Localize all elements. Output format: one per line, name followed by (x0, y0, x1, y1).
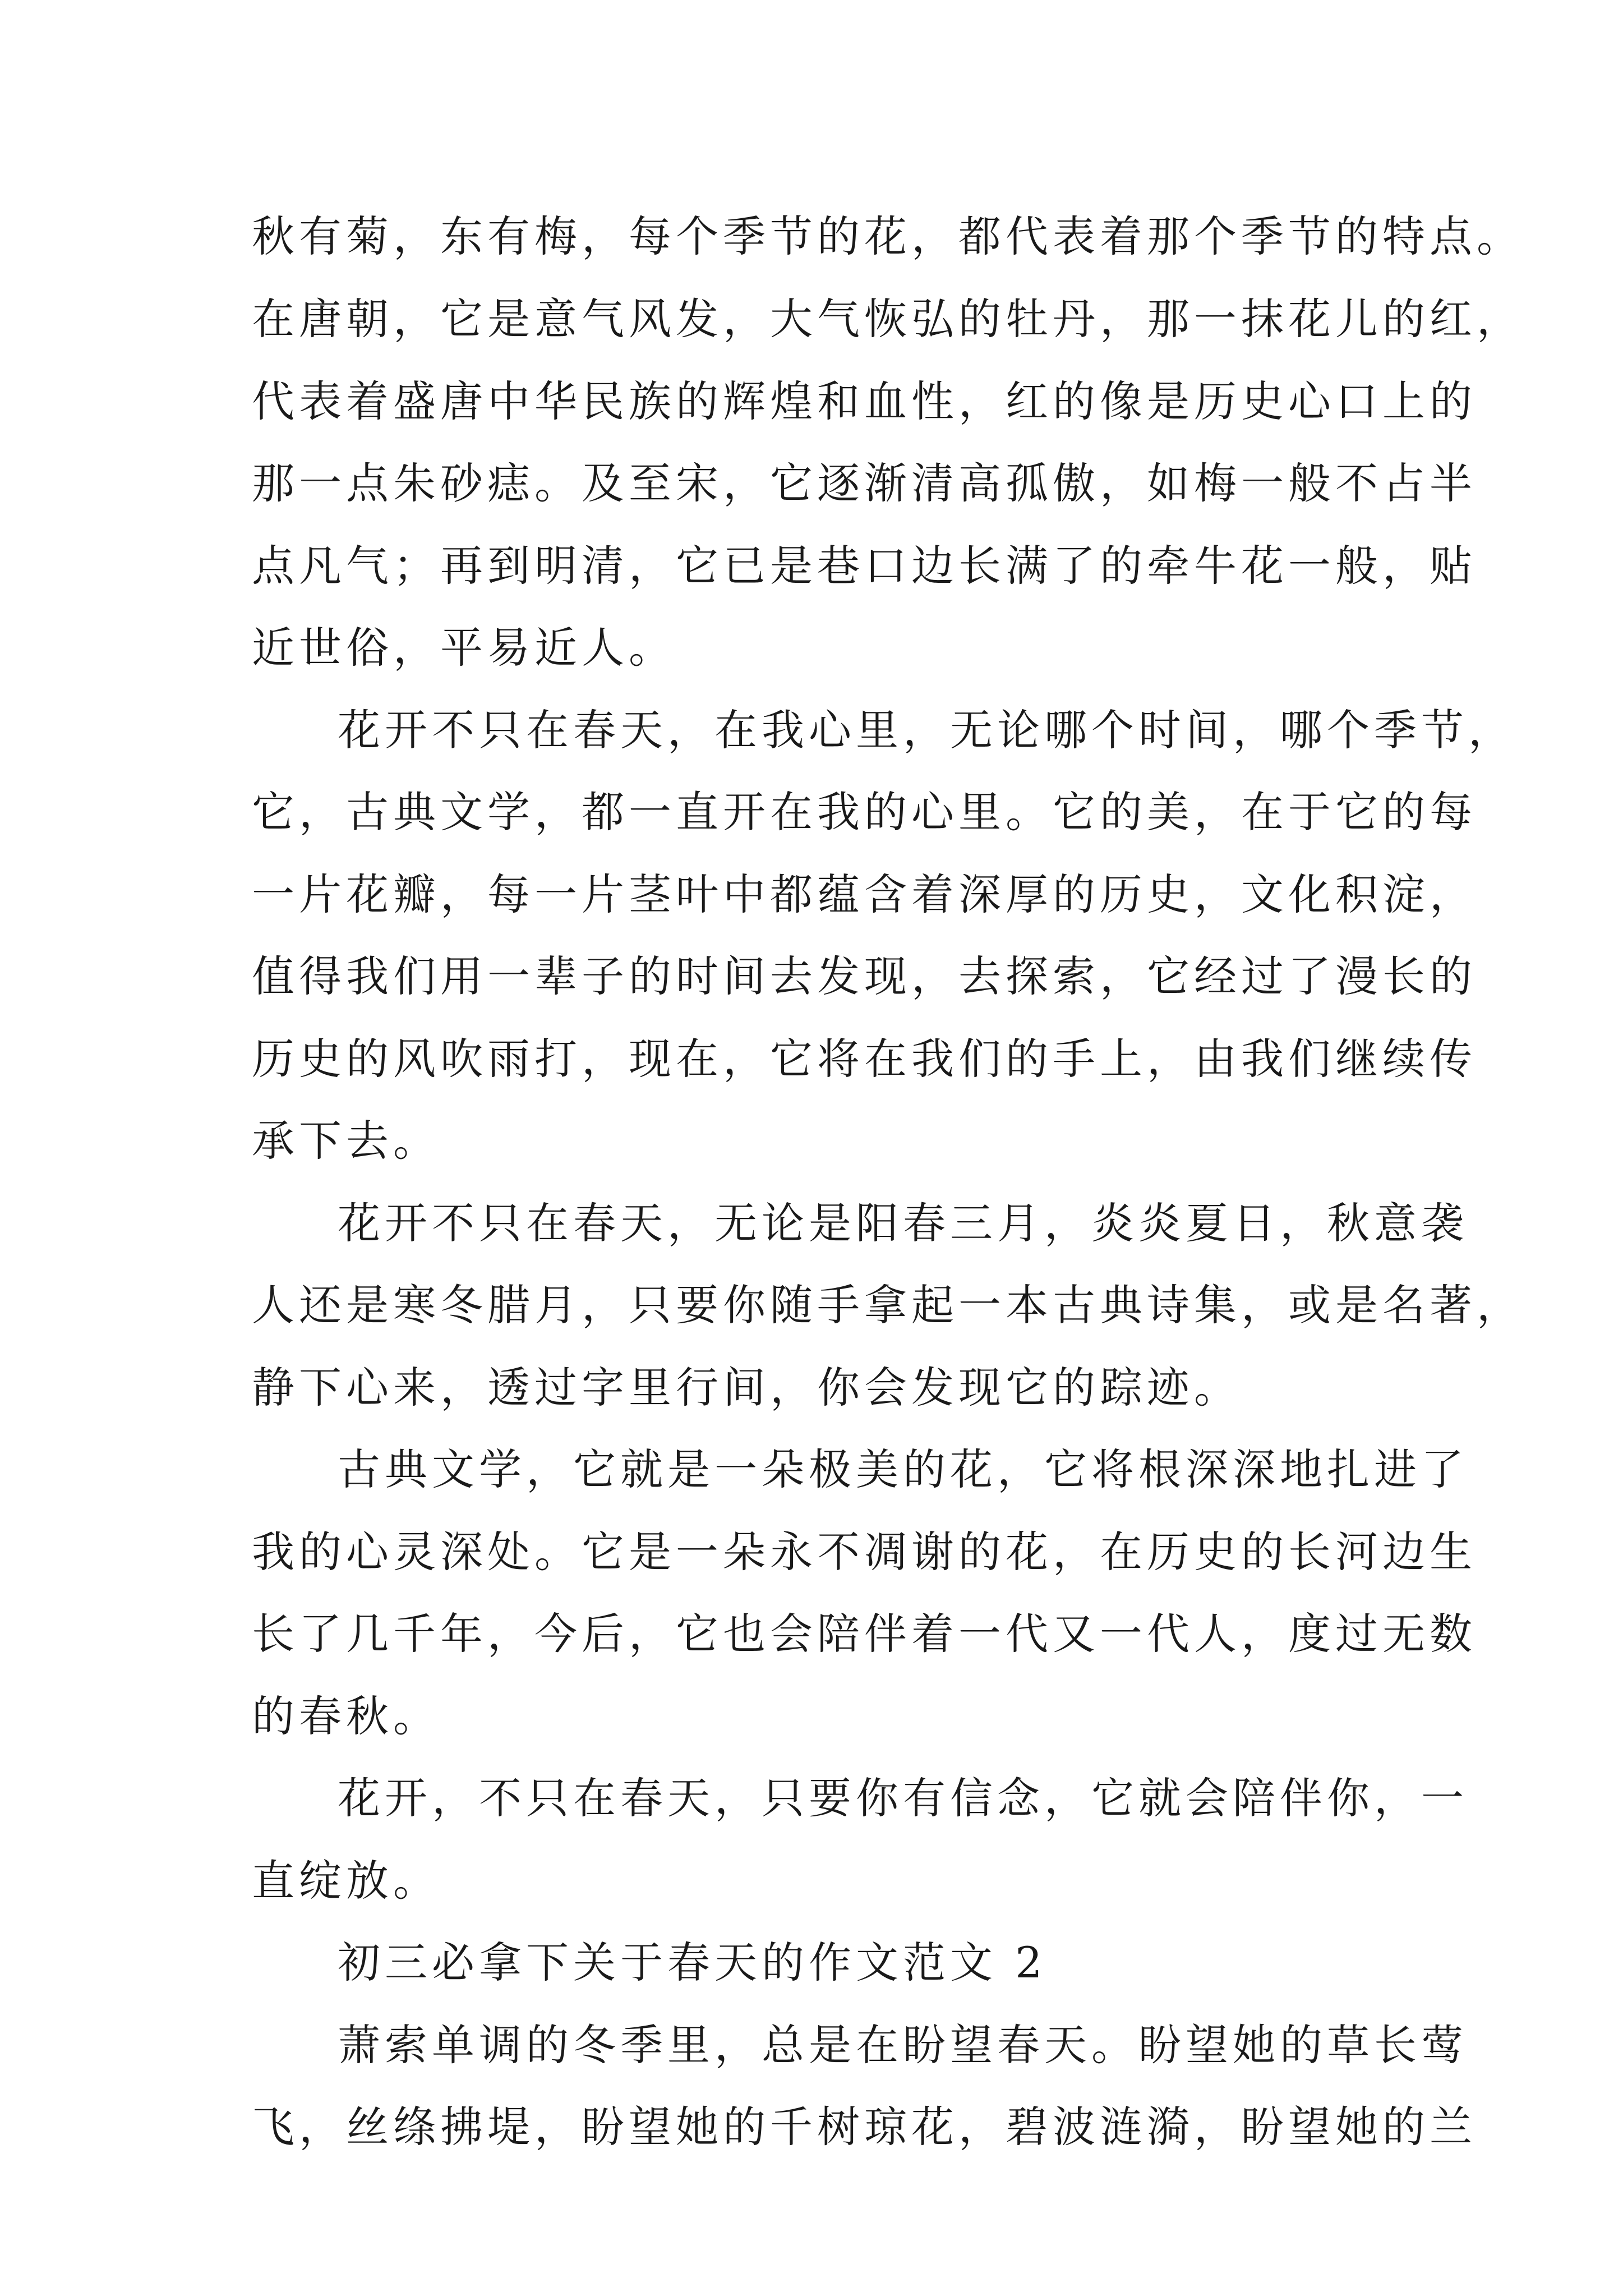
text-line: 我的心灵深处。它是一朵永不凋谢的花，在历史的长河边生 (252, 1527, 1477, 1577)
text-line: 花开不只在春天，无论是阳春三月，炎炎夏日，秋意袭 (338, 1198, 1468, 1248)
text-line: 承下去。 (252, 1116, 440, 1166)
text-line: 萧索单调的冬季里，总是在盼望春天。盼望她的草长莺 (338, 2020, 1468, 2070)
text-line: 点凡气；再到明清，它已是巷口边长满了的牵牛花一般，贴 (252, 541, 1477, 591)
section-heading: 初三必拿下关于春天的作文范文 2 (338, 1938, 1047, 1987)
text-line: 花开不只在春天，在我心里，无论哪个时间，哪个季节， (338, 705, 1515, 755)
text-line: 值得我们用一辈子的时间去发现，去探索，它经过了漫长的 (252, 951, 1477, 1001)
text-line: 静下心来，透过字里行间，你会发现它的踪迹。 (252, 1363, 1241, 1412)
text-line: 那一点朱砂痣。及至宋，它逐渐清高孤傲，如梅一般不占半 (252, 458, 1477, 508)
text-line: 人还是寒冬腊月，只要你随手拿起一本古典诗集，或是名著， (252, 1280, 1524, 1330)
text-line: 一片花瓣，每一片茎叶中都蕴含着深厚的历史，文化积淀， (252, 869, 1477, 919)
text-line: 花开，不只在春天，只要你有信念，它就会陪伴你，一 (338, 1773, 1468, 1823)
text-line: 在唐朝，它是意气风发，大气恢弘的牡丹，那一抹花儿的红， (252, 294, 1524, 344)
text-line: 历史的风吹雨打，现在，它将在我们的手上，由我们继续传 (252, 1034, 1477, 1084)
text-line: 古典文学，它就是一朵极美的花，它将根深深地扎进了 (338, 1444, 1468, 1494)
text-line: 的春秋。 (252, 1691, 440, 1741)
text-line: 飞，丝绦拂堤，盼望她的千树琼花，碧波涟漪，盼望她的兰 (252, 2102, 1477, 2152)
text-line: 近世俗，平易近人。 (252, 623, 676, 673)
text-line: 直绽放。 (252, 1856, 440, 1906)
text-line: 秋有菊，东有梅，每个季节的花，都代表着那个季节的特点。 (252, 211, 1524, 261)
text-line: 它，古典文学，都一直开在我的心里。它的美，在于它的每 (252, 787, 1477, 837)
text-line: 代表着盛唐中华民族的辉煌和血性，红的像是历史心口上的 (252, 376, 1477, 426)
text-line: 长了几千年，今后，它也会陪伴着一代又一代人，度过无数 (252, 1609, 1477, 1659)
